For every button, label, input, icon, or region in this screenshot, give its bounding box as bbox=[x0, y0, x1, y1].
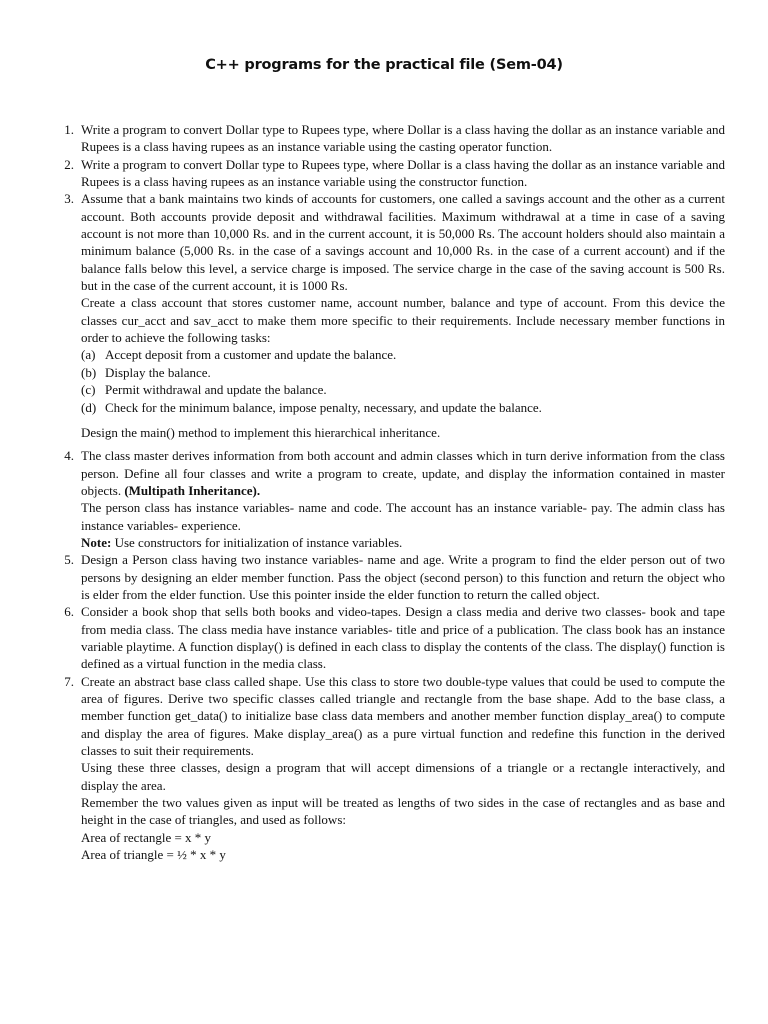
question-6 bbox=[56, 603, 725, 672]
question-number: 6. bbox=[64, 604, 74, 620]
task-marker: (b) bbox=[81, 364, 97, 380]
question-7 bbox=[56, 673, 725, 864]
formula-rectangle: Area of rectangle = x * y bbox=[81, 829, 212, 845]
note-text: Use constructors for initialization of instance variables. bbox=[114, 534, 403, 550]
question-text: Create an abstract base class called shape. Use this class to store two double-type values that could be used to compute the area of figures. Derive two specific classes called triangle and rectangle from the base shape. Add to the base class, a member function get_data() to initialize base class data members and another member function display_area() to compute and display the area of figures. Make display_area() as a pure virtual function and redefine this function in the derived classes to suit their requirements. bbox=[81, 673, 725, 759]
page-title: C++ programs for the practical file (Sem-04) bbox=[205, 57, 563, 73]
question-paragraph: The person class has instance variables- name and code. The account has an instance variable- pay. The admin class has instance variables- experience. bbox=[81, 500, 725, 533]
task-item bbox=[81, 346, 725, 363]
question-2 bbox=[56, 156, 725, 191]
question-paragraph: Design the main() method to implement this hierarchical inheritance. bbox=[81, 424, 441, 440]
task-item bbox=[81, 399, 725, 416]
question-paragraph: Create a class account that stores customer name, account number, balance and type of account. From this device the classes cur_acct and sav_acct to make them more specific to their requirements. Include necessary member functions in order to achieve the following tasks: bbox=[81, 295, 725, 346]
question-text: Consider a book shop that sells both books and video-tapes. Design a class media and derive two classes- book and tape from media class. The class media have instance variables- title and price of a publication. The class book has an instance variable playtime. A function display() is defined in each class to display the contents of the class. The display() function is defined as a virtual function in the media class. bbox=[81, 604, 725, 672]
question-number: 7. bbox=[64, 673, 74, 689]
note-paragraph bbox=[81, 534, 725, 551]
question-paragraph: Using these three classes, design a program that will accept dimensions of a triangle or a rectangle interactively, and display the area. bbox=[81, 760, 725, 793]
spacer bbox=[81, 416, 725, 424]
question-5 bbox=[56, 551, 725, 603]
question-number: 2. bbox=[64, 156, 74, 172]
question-number: 1. bbox=[64, 122, 74, 137]
task-text: Display the balance. bbox=[105, 364, 211, 380]
question-text-main: The class master derives information from both account and admin classes which in turn derive information from the class person. Define all four classes and write a program to create, update, and display the information contained in master objects. bbox=[81, 448, 725, 498]
task-text: Permit withdrawal and update the balance. bbox=[105, 382, 327, 398]
question-4 bbox=[56, 447, 725, 551]
question-text: Assume that a bank maintains two kinds of accounts for customers, one called a savings account and the other as a current account. Both accounts provide deposit and withdrawal facilities. Maximum withdrawal at a time in case of a saving account is not more than 10,000 Rs. and in the current account, it is 50,000 Rs. The account holders should also maintain a minimum balance (5,000 Rs. in the case of a savings account and 10,000 Rs. in the case of a current account) and if the balance falls below this level, a service charge is imposed. The service charge in the case of the saving account is 500 Rs. but in the case of the current account, it is 1000 Rs. bbox=[81, 191, 725, 294]
task-text: Check for the minimum balance, impose penalty, necessary, and update the balance. bbox=[105, 399, 542, 415]
question-text: Write a program to convert Dollar type to Rupees type, where Dollar is a class having the dollar as an instance variable and Rupees is a class having rupees as an instance variable using the constructor function. bbox=[81, 156, 725, 190]
task-item bbox=[81, 364, 725, 381]
question-number: 4. bbox=[64, 448, 74, 464]
formula-triangle: Area of triangle = ½ * x * y bbox=[81, 847, 226, 863]
question-text bbox=[81, 447, 725, 499]
task-marker: (d) bbox=[81, 399, 97, 415]
question-list bbox=[56, 121, 725, 863]
question-1 bbox=[56, 121, 725, 156]
question-3 bbox=[56, 190, 725, 447]
inheritance-type-label: (Multipath Inheritance). bbox=[124, 482, 261, 498]
task-item bbox=[81, 381, 725, 398]
note-label: Note: bbox=[81, 534, 112, 550]
question-number: 5. bbox=[64, 552, 74, 568]
question-number: 3. bbox=[64, 191, 74, 207]
question-paragraph: Remember the two values given as input will be treated as lengths of two sides in the case of rectangles and as base and height in the case of triangles, and used as follows: bbox=[81, 795, 725, 828]
task-text: Accept deposit from a customer and update the balance. bbox=[105, 347, 397, 363]
task-marker: (c) bbox=[81, 382, 96, 398]
task-marker: (a) bbox=[81, 347, 96, 363]
question-text: Design a Person class having two instance variables- name and age. Write a program to find the elder person out of two persons by designing an elder member function. Pass the object (second person) to this function and return the object who is elder from the elder function. Use this pointer inside the elder function to return the called object. bbox=[81, 552, 725, 602]
question-text: Write a program to convert Dollar type to Rupees type, where Dollar is a class having the dollar as an instance variable and Rupees is a class having rupees as an instance variable using the casting operator function. bbox=[81, 122, 725, 155]
